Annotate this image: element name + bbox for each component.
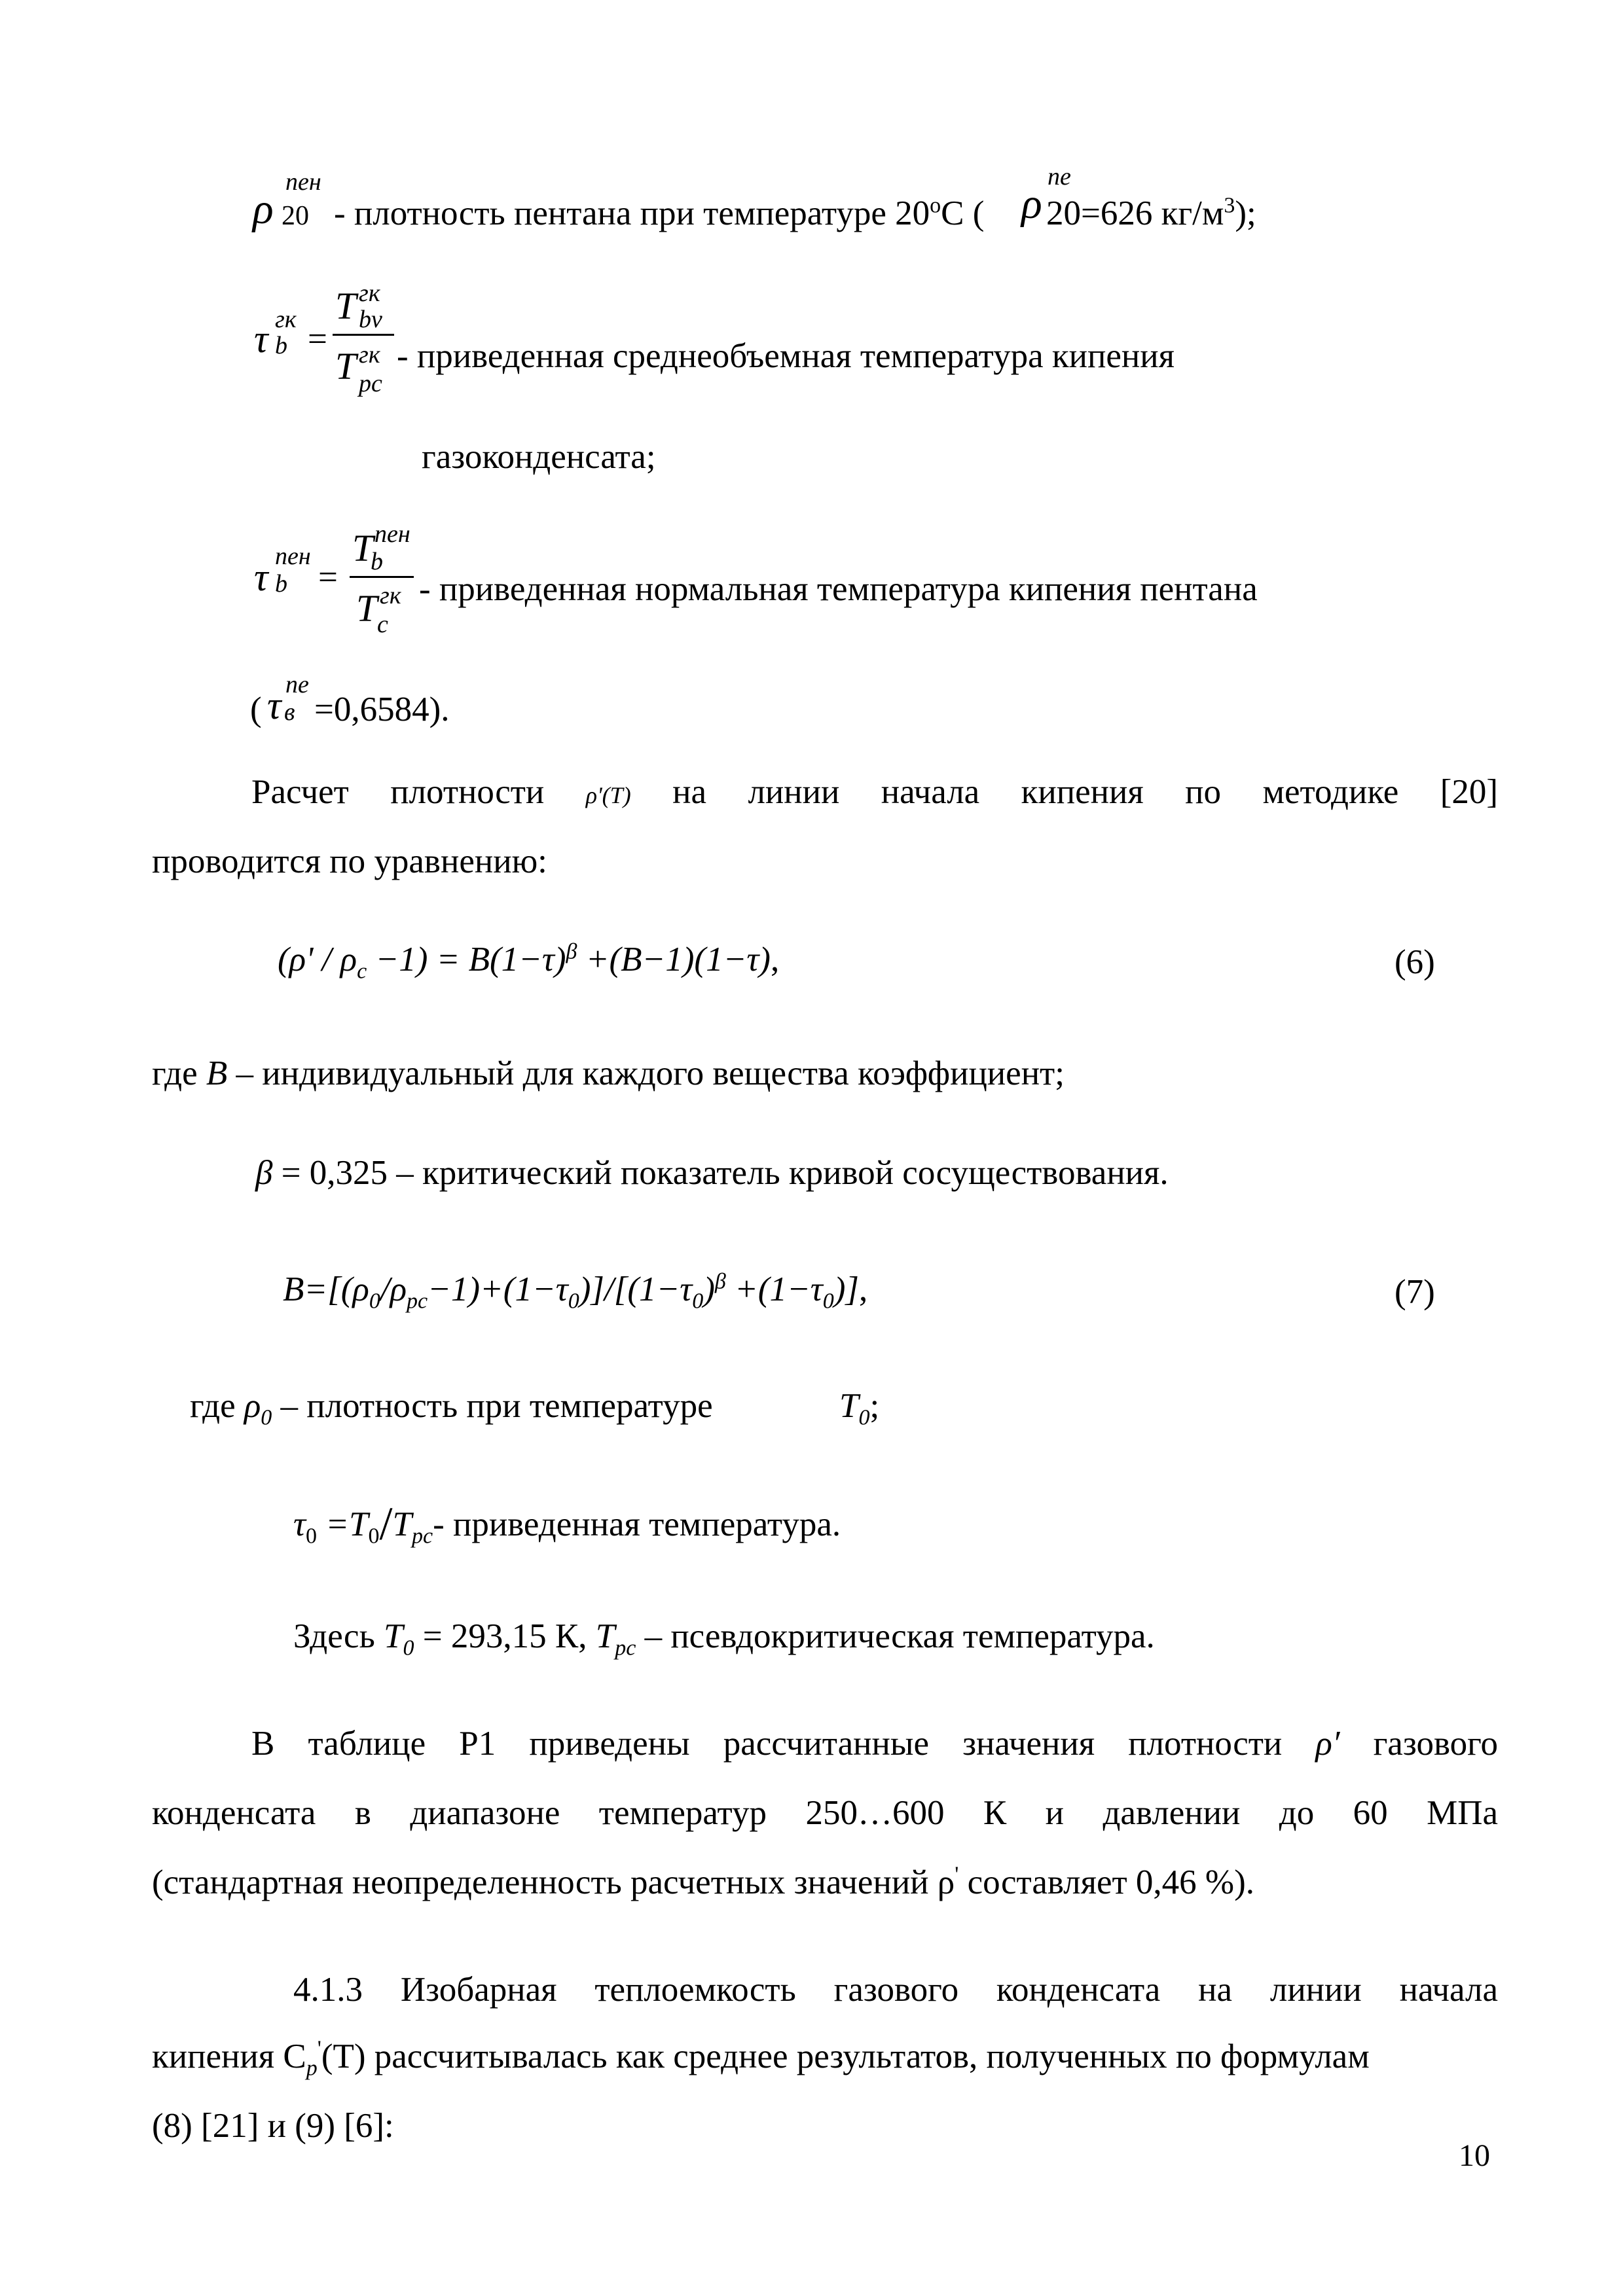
- equation-number: (7): [1395, 1273, 1435, 1311]
- text: – плотность при температуре: [272, 1387, 713, 1425]
- text3: =626 кг/м: [1081, 194, 1224, 232]
- formula-part: +(1−τ: [725, 1270, 823, 1308]
- formula-part: ): [703, 1270, 715, 1308]
- tau-symbol: τ: [254, 556, 268, 599]
- inline-rho: ρ: [1021, 180, 1042, 228]
- word: 250…600: [805, 1794, 945, 1832]
- formula-part: /ρ: [380, 1270, 407, 1308]
- word: теплоемкость: [594, 1971, 796, 2009]
- denominator-sub: pc: [359, 370, 382, 397]
- formula-part: =T: [316, 1505, 369, 1543]
- definition-text: - приведенная среднеобъемная температура кипения: [397, 337, 1175, 375]
- word: В: [251, 1725, 275, 1763]
- text: - плотность пентана при температуре 20: [334, 194, 930, 232]
- word: рассчитанные: [723, 1725, 929, 1763]
- where-B-line: [152, 1054, 1065, 1093]
- sub-0: 0: [369, 1289, 380, 1314]
- fraction-bar: [333, 334, 394, 336]
- T-symbol: T: [595, 1617, 615, 1655]
- sub-c: c: [357, 959, 367, 984]
- numerator-sup: гк: [359, 279, 380, 307]
- beta-definition: [255, 1153, 1169, 1193]
- formula-part: B: [283, 1270, 304, 1308]
- paragraph-line-1: [251, 772, 1498, 815]
- word: начала: [881, 773, 980, 811]
- page-number: 10: [1459, 2138, 1490, 2173]
- word: начала: [1399, 1971, 1498, 2009]
- word: по: [1185, 773, 1222, 811]
- sub-0: 0: [403, 1636, 414, 1660]
- text: - приведенная температура.: [433, 1505, 841, 1543]
- note-tau-sup: пе: [285, 671, 309, 698]
- here-line: [293, 1617, 1155, 1660]
- rho-prime: ρ′: [1315, 1725, 1340, 1763]
- paragraph-line-2: [152, 1793, 1498, 1833]
- tau-sup: пен: [275, 543, 311, 570]
- paragraph-line-3: [152, 1863, 1254, 1902]
- equals: =: [308, 320, 327, 358]
- sub-0: 0: [822, 1289, 834, 1314]
- word: линии: [1269, 1971, 1362, 2009]
- formula-part: (ρ' / ρ: [278, 941, 357, 978]
- rho-symbol: ρ: [244, 1387, 261, 1425]
- prime-sup: ': [955, 1862, 959, 1887]
- numerator-sup: пен: [374, 520, 410, 548]
- tau0-definition: [293, 1498, 841, 1550]
- text2: C (: [941, 194, 985, 232]
- sub-pc: pc: [411, 1524, 433, 1549]
- text4: );: [1235, 194, 1256, 232]
- formula-part: +(B−1)(1−τ): [577, 941, 771, 978]
- formula-part: )]: [833, 1270, 859, 1308]
- formula-part: =[(ρ: [304, 1270, 369, 1308]
- word: МПа: [1427, 1794, 1499, 1832]
- word: Изобарная: [400, 1971, 557, 2009]
- formula-part: )]/[(1−τ: [579, 1270, 693, 1308]
- word: К: [983, 1794, 1007, 1832]
- paragraph-line-1: [293, 1970, 1498, 2009]
- note-value: =0,6584).: [314, 691, 450, 728]
- word: кипения: [1021, 773, 1144, 811]
- T-symbol: T: [392, 1505, 412, 1543]
- rho-prime-of-T: ρ'(T): [585, 782, 631, 808]
- sub-pc: pc: [407, 1289, 428, 1314]
- where-rho0-line: [190, 1386, 713, 1430]
- inline-rho-sup: пе: [1048, 163, 1071, 190]
- tau-sub: b: [275, 570, 287, 598]
- sub-0: 0: [305, 1524, 317, 1549]
- numerator-sub: b: [371, 548, 383, 575]
- T-symbol: T: [384, 1617, 403, 1655]
- text: составляет 0,46 %).: [958, 1863, 1254, 1901]
- word: Р1: [459, 1725, 496, 1763]
- section-number: 4.1.3: [293, 1971, 363, 2009]
- text: Здесь: [293, 1617, 384, 1655]
- paragraph-line-1: [251, 1724, 1498, 1763]
- rho-symbol: ρ: [253, 185, 274, 233]
- note-tau: τ: [267, 684, 282, 727]
- B-symbol: B: [206, 1054, 228, 1092]
- beta-sup: β: [566, 939, 577, 964]
- paragraph-line-3: (8) [21] и (9) [6]:: [152, 2107, 394, 2145]
- text: = 293,15 К,: [414, 1617, 596, 1655]
- paragraph-line-2: [152, 2036, 1370, 2081]
- sub-0: 0: [261, 1405, 272, 1430]
- rho-sub: 20: [282, 201, 309, 231]
- word: температур: [598, 1794, 767, 1832]
- text: = 0,325 – критический показатель кривой сосуществования.: [272, 1154, 1169, 1192]
- text: (T) рассчитывалась как среднее результатов, полученных по формулам: [321, 2037, 1370, 2075]
- word: газового: [1373, 1725, 1499, 1763]
- formula-part: −1)+(1−τ: [428, 1270, 568, 1308]
- definition-text: - приведенная нормальная температура кипения пентана: [419, 570, 1258, 608]
- T-symbol: T: [839, 1387, 859, 1425]
- sub-p: p: [306, 2056, 318, 2081]
- sub-0: 0: [568, 1289, 579, 1314]
- word: линии: [748, 773, 840, 811]
- word: значения: [962, 1725, 1095, 1763]
- word: таблице: [308, 1725, 426, 1763]
- word: методике: [1262, 773, 1399, 811]
- word: на: [672, 773, 707, 811]
- comma: ,: [858, 1270, 868, 1308]
- word: конденсата: [152, 1794, 316, 1832]
- inline-rho-value: [1046, 194, 1256, 233]
- beta-sup: β: [714, 1269, 726, 1294]
- word: в: [354, 1794, 371, 1832]
- denominator-sup: гк: [380, 582, 401, 609]
- word: плотности: [390, 773, 545, 811]
- text: – индивидуальный для каждого вещества коэффициент;: [227, 1054, 1065, 1092]
- denominator-T: T: [335, 345, 357, 387]
- text: (стандартная неопределенность расчетных значений ρ: [152, 1863, 955, 1901]
- denominator-sub: c: [377, 611, 388, 638]
- equation-number: (6): [1395, 943, 1435, 981]
- denominator-sup: гк: [359, 341, 380, 368]
- comma: ,: [770, 941, 780, 978]
- beta-symbol: β: [255, 1154, 273, 1192]
- equation-6-formula: [278, 939, 780, 984]
- text: где: [152, 1054, 206, 1092]
- sub-0: 0: [692, 1289, 704, 1314]
- equation-7-formula: [283, 1269, 868, 1314]
- formula-part: −1) = B(1−τ): [367, 941, 566, 978]
- equals: =: [318, 558, 338, 596]
- tau-sup: гк: [275, 306, 297, 333]
- word: газового: [833, 1971, 959, 2009]
- numerator-T: T: [352, 527, 374, 569]
- note-tau-sub: в: [284, 698, 295, 726]
- sub-pc: pc: [615, 1636, 636, 1660]
- definition-rho20-text: [334, 194, 984, 233]
- word: плотности: [1128, 1725, 1283, 1763]
- sub-0: 0: [858, 1405, 870, 1430]
- text: – псевдокритическая температура.: [636, 1617, 1155, 1655]
- prime-sup: ': [317, 2036, 321, 2061]
- tau-symbol: τ: [254, 317, 268, 361]
- inline-sub: 20: [1046, 194, 1081, 232]
- where-rho0-T0: [839, 1386, 880, 1430]
- sub-0: 0: [368, 1524, 380, 1549]
- word: 60: [1353, 1794, 1388, 1832]
- fraction-bar: [350, 576, 414, 578]
- word: на: [1198, 1971, 1233, 2009]
- numerator-T: T: [335, 285, 357, 327]
- text: где: [190, 1387, 244, 1425]
- word: и: [1045, 1794, 1065, 1832]
- text: ;: [869, 1387, 880, 1425]
- rho-sup: пен: [285, 168, 321, 196]
- denominator-T: T: [356, 587, 378, 630]
- slash: /: [379, 1498, 393, 1550]
- degree-sup: o: [930, 193, 941, 218]
- word: давлении: [1103, 1794, 1241, 1832]
- word: [20]: [1440, 773, 1499, 811]
- word: до: [1279, 1794, 1315, 1832]
- tau-sub: b: [275, 332, 287, 359]
- numerator-sub: bv: [359, 306, 382, 333]
- word: Расчет: [251, 773, 349, 811]
- word: диапазоне: [410, 1794, 560, 1832]
- cubic-sup: 3: [1224, 193, 1235, 218]
- text: кипения C: [152, 2037, 306, 2075]
- note-open: (: [250, 691, 262, 728]
- word: конденсата: [996, 1971, 1161, 2009]
- word: приведены: [529, 1725, 690, 1763]
- paragraph-line-2: проводится по уравнению:: [152, 842, 547, 880]
- tau-symbol: τ: [293, 1505, 306, 1543]
- definition-text-continuation: газоконденсата;: [422, 438, 656, 476]
